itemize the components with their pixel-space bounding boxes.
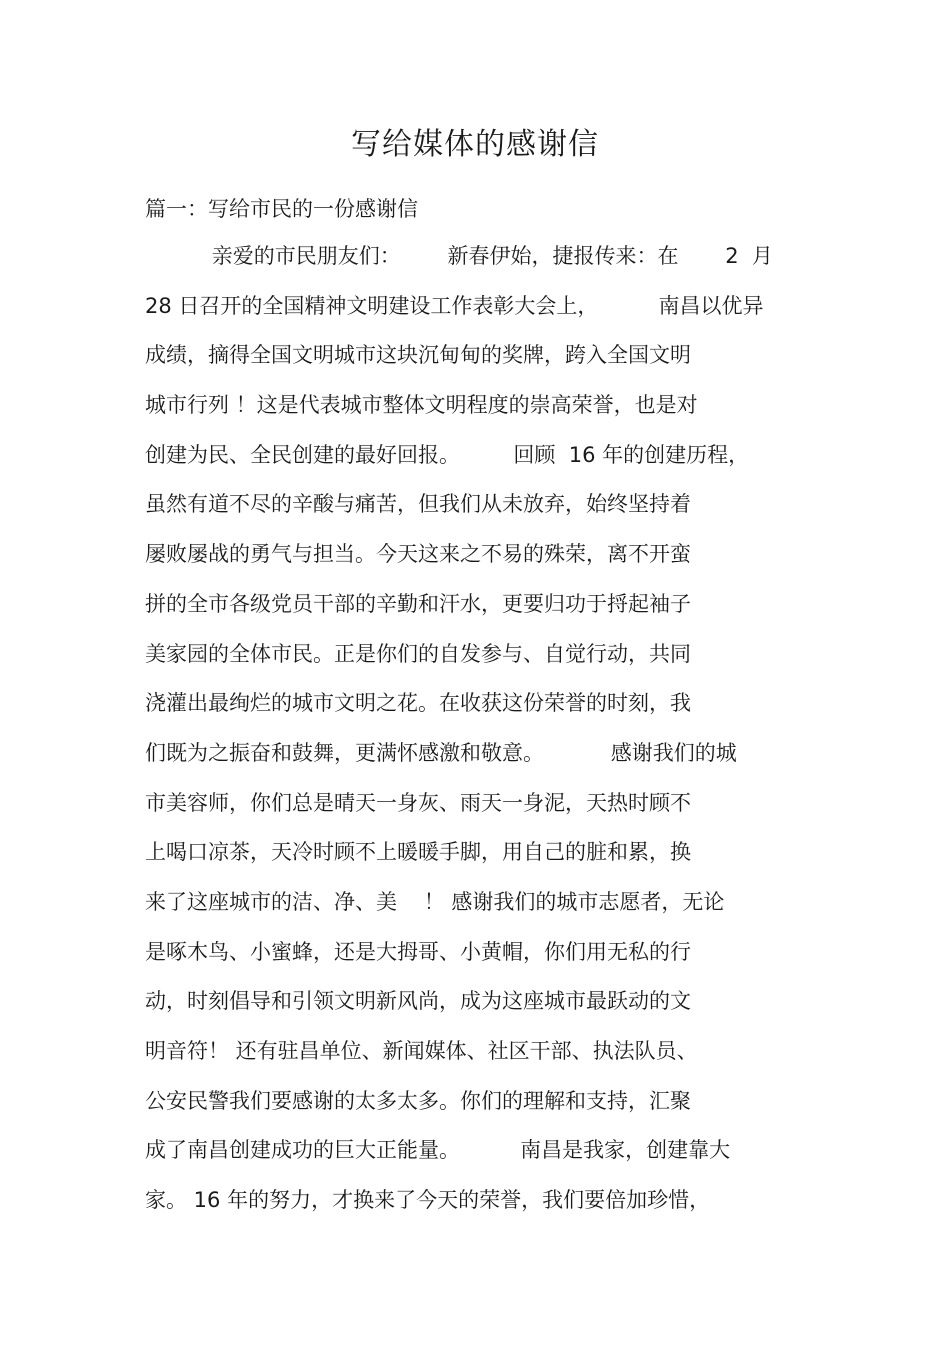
body-line: 创建为民、全民创建的最好回报。 回顾 16 年的创建历程， xyxy=(145,442,750,467)
body-line: 美家园的全体市民。正是你们的自发参与、自觉行动，共同 xyxy=(145,641,691,666)
body-line: 虽然有道不尽的辛酸与痛苦，但我们从未放弃，始终坚持着 xyxy=(145,492,691,517)
body-line: 成绩，摘得全国文明城市这块沉甸甸的奖牌，跨入全国文明 xyxy=(145,343,691,368)
body-line: 浇灌出最绚烂的城市文明之花。在收获这份荣誉的时刻，我 xyxy=(145,691,691,716)
body-line: 28 日召开的全国精神文明建设工作表彰大会上， 南昌以优异 xyxy=(145,293,764,318)
body-line: 明音符！ 还有驻昌单位、新闻媒体、社区干部、执法队员、 xyxy=(145,1039,698,1063)
section-heading: 篇一：写给市民的一份感谢信 xyxy=(145,197,418,221)
body-line: 城市行列 ！这是代表城市整体文明程度的崇高荣誉，也是对 xyxy=(145,393,698,418)
letter-body xyxy=(145,237,825,1231)
body-line: 上喝口凉茶，天冷时顾不上暖暖手脚，用自己的脏和累，换 xyxy=(145,840,691,865)
body-line: 是啄木鸟、小蜜蜂，还是大拇哥、小黄帽，你们用无私的行 xyxy=(145,939,691,964)
body-line: 成了南昌创建成功的巨大正能量。 南昌是我家，创建靠大 xyxy=(145,1138,731,1163)
body-line: 屡败屡战的勇气与担当。今天这来之不易的殊荣，离不开蛮 xyxy=(145,542,691,567)
body-line: 们既为之振奋和鼓舞，更满怀感激和敬意。 感谢我们的城 xyxy=(145,740,737,765)
body-line: 动，时刻倡导和引领文明新风尚，成为这座城市最跃动的文 xyxy=(145,989,691,1014)
body-line: 公安民警我们要感谢的太多太多。你们的理解和支持，汇聚 xyxy=(145,1088,691,1113)
body-line: 家。 16 年的努力，才换来了今天的荣誉，我们要倍加珍惜， xyxy=(145,1188,711,1213)
body-line: 市美容师，你们总是晴天一身灰、雨天一身泥，天热时顾不 xyxy=(145,790,691,815)
body-line: 来了这座城市的洁、净、美 ！ 感谢我们的城市志愿者，无论 xyxy=(145,889,725,914)
document-title: 写给媒体的感谢信 xyxy=(351,127,599,162)
body-line: 拼的全市各级党员干部的辛勤和汗水，更要归功于捋起袖子 xyxy=(145,591,691,616)
body-line: 亲爱的市民朋友们： 新春伊始，捷报传来：在 2 月 xyxy=(145,244,773,268)
